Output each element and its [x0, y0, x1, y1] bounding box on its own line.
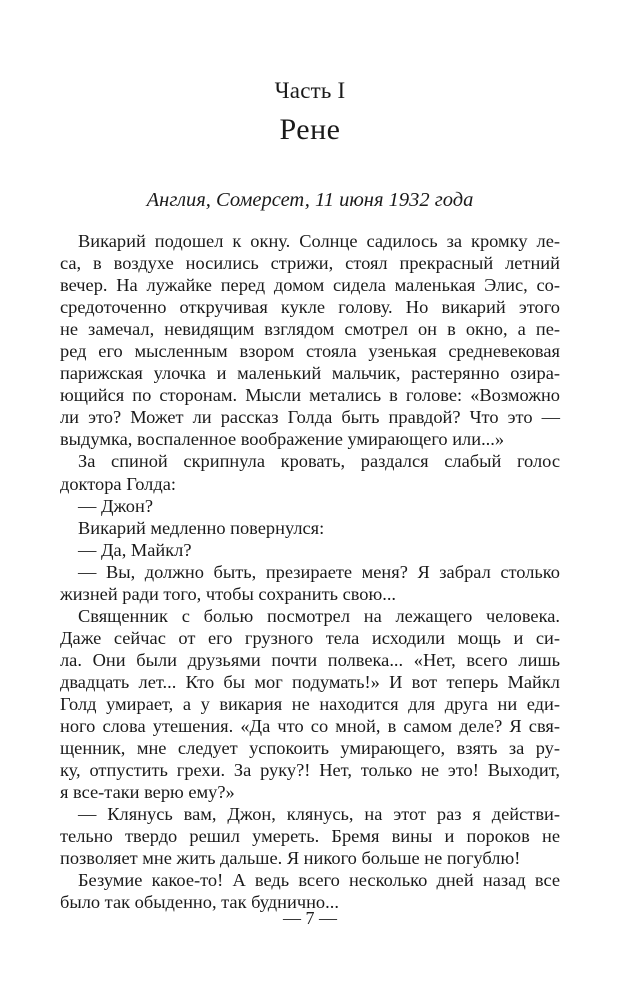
text-line: са, в воздухе носились стрижи, стоял прекрасный летний: [60, 253, 560, 274]
text-line: ющийся по сторонам. Мысли метались в голове: «Возможно: [60, 385, 560, 406]
text-line: жизней ради того, чтобы сохранить свою...: [60, 583, 397, 604]
text-line: я все-таки верю ему?»: [60, 782, 235, 803]
text-line: Викарий подошел к окну. Солнце садилось за кромку ле-: [78, 231, 560, 251]
text-line: — Вы, должно быть, презираете меня? Я забрал столько: [78, 561, 560, 582]
text-line: выдумка, воспаленное воображение умирающего или...»: [60, 429, 505, 450]
text-line: вечер. На лужайке перед домом сидела маленькая Элис, со-: [60, 275, 560, 296]
text-line: парижская улочка и маленький мальчик, растерянно озира-: [60, 363, 560, 384]
text-line: За спиной скрипнула кровать, раздался слабый голос: [78, 451, 560, 472]
text-line: — Да, Майкл?: [78, 539, 192, 560]
body-text: [60, 230, 560, 913]
text-line: ред его мысленным взором стояла узенькая средневековая: [60, 341, 560, 362]
text-line: тельно твердо решил умереть. Бремя вины и пороков не: [60, 826, 560, 847]
text-line: Священник с болью посмотрел на лежащего человека.: [78, 605, 560, 626]
text-line: было так обыденно, так буднично...: [60, 892, 339, 913]
text-line: средоточенно откручивая кукле голову. Но викарий этого: [60, 297, 560, 318]
book-page: [60, 0, 560, 1001]
text-line: ку, отпустить грехи. За руку?! Нет, только не это! Выходит,: [60, 760, 560, 781]
text-line: — Клянусь вам, Джон, клянусь, на этот раз я действи-: [78, 804, 560, 825]
text-line: Голд умирает, а у викария не находится для друга ни еди-: [60, 693, 560, 714]
text-line: позволяет мне жить дальше. Я никого больше не погублю!: [60, 848, 521, 869]
place-date-subtitle: Англия, Сомерсет, 11 июня 1932 года: [146, 189, 474, 211]
text-line: двадцать лет... Кто бы мог подумать!» И вот теперь Майкл: [60, 671, 560, 692]
text-line: ла. Они были друзьями почти полвека... «Нет, всего лишь: [60, 649, 560, 670]
part-label: Часть I: [274, 78, 346, 103]
text-line: щенник, мне следует успокоить умирающего, взять за ру-: [60, 738, 560, 759]
text-line: ного слова утешения. «Да что со мной, в самом деле? Я свя-: [60, 716, 560, 737]
text-line: Безумие какое-то! А ведь всего несколько дней назад все: [78, 870, 560, 891]
text-line: — Джон?: [78, 495, 153, 516]
page-number: — 7 —: [283, 908, 337, 928]
text-line: Викарий медленно повернулся:: [78, 517, 325, 538]
part-title: Рене: [279, 113, 341, 146]
text-line: ли это? Может ли рассказ Голда быть правдой? Что это —: [60, 407, 560, 428]
text-line: доктора Голда:: [60, 473, 176, 494]
text-line: Даже сейчас от его грузного тела исходили мощь и си-: [60, 627, 560, 648]
text-line: не замечал, невидящим взглядом смотрел он в окно, а пе-: [60, 319, 560, 340]
